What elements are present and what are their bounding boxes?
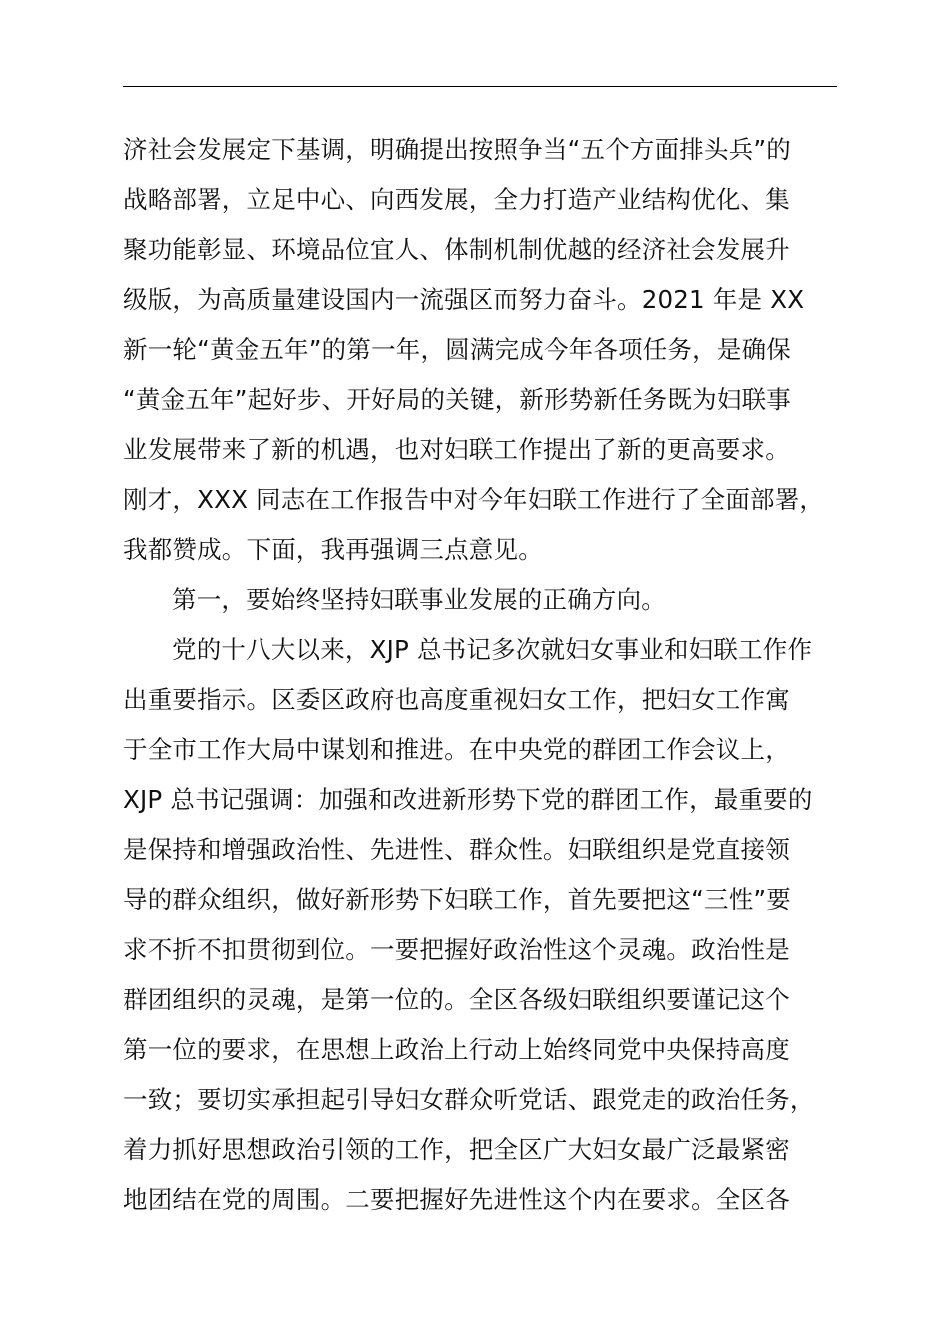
text-line: 出重要指示。区委区政府也高度重视妇女工作，把妇女工作寓 — [123, 685, 790, 714]
text-line: 济社会发展定下基调，明确提出按照争当“五个方面排头兵”的 — [123, 135, 791, 164]
text-line: 导的群众组织，做好新形势下妇联工作，首先要把这“三性”要 — [123, 885, 791, 914]
text-line: 聚功能彰显、环境品位宜人、体制机制优越的经济社会发展升 — [123, 235, 790, 264]
header-rule — [123, 86, 837, 87]
text-line: 级版，为高质量建设国内一流强区而努力奋斗。2021 年是 XX — [123, 285, 805, 314]
text-line: XJP 总书记强调：加强和改进新形势下党的群团工作，最重要的 — [123, 785, 813, 814]
section-heading: 第一，要始终坚持妇联事业发展的正确方向。 — [172, 585, 666, 614]
text-line: 战略部署，立足中心、向西发展，全力打造产业结构优化、集 — [123, 185, 790, 214]
text-line: 地团结在党的周围。二要把握好先进性这个内在要求。全区各 — [123, 1185, 790, 1214]
text-line: 着力抓好思想政治引领的工作，把全区广大妇女最广泛最紧密 — [123, 1135, 790, 1164]
text-line: 求不折不扣贯彻到位。一要把握好政治性这个灵魂。政治性是 — [123, 935, 790, 964]
text-line: 新一轮“黄金五年”的第一年，圆满完成今年各项任务，是确保 — [123, 335, 791, 364]
paragraph-start-line: 党的十八大以来，XJP 总书记多次就妇女事业和妇联工作作 — [172, 635, 813, 664]
text-line: 我都赞成。下面，我再强调三点意见。 — [123, 535, 543, 564]
text-line: 群团组织的灵魂，是第一位的。全区各级妇联组织要谨记这个 — [123, 985, 790, 1014]
document-body — [123, 125, 883, 1225]
text-line: 业发展带来了新的机遇，也对妇联工作提出了新的更高要求。 — [123, 435, 790, 464]
text-line: 第一位的要求，在思想上政治上行动上始终同党中央保持高度 — [123, 1035, 790, 1064]
text-line: 是保持和增强政治性、先进性、群众性。妇联组织是党直接领 — [123, 835, 790, 864]
text-line: 刚才，XXX 同志在工作报告中对今年妇联工作进行了全面部署， — [123, 485, 825, 514]
text-line: 一致；要切实承担起引导妇女群众听党话、跟党走的政治任务， — [123, 1085, 815, 1114]
text-line: 于全市工作大局中谋划和推进。在中央党的群团工作会议上， — [123, 735, 790, 764]
text-line: “黄金五年”起好步、开好局的关键，新形势新任务既为妇联事 — [123, 385, 791, 414]
